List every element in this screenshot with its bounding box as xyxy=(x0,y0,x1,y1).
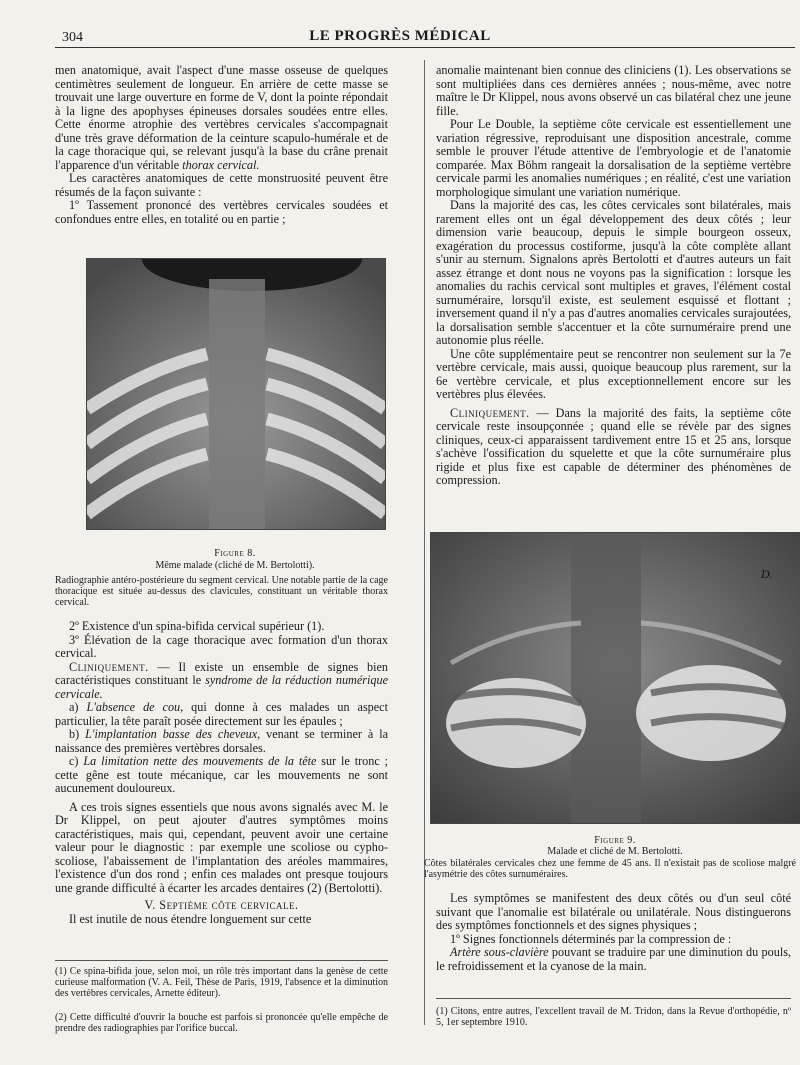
paragraph: Cliniquement. — Dans la majorité des faits, la septième côte cervicale reste insoupçonnée ; quand elle se révèle par des signes cliniques, ceux-ci apparaissent tardivement entre 15 et 25 ans, lorsque s'achève l'ossification du squelette et que la côte surnuméraire plus rigide et plus fixe est capable de déterminer des phénomènes de compression. xyxy=(436,405,791,487)
paragraph: Les symptômes se manifestent des deux côtés ou d'un seul côté suivant que l'anomalie est bilatérale ou unilatérale. Nous distinguerons des symptômes fonctionnels et des signes physiques ; xyxy=(436,891,791,932)
paragraph: 3º Élévation de la cage thoracique avec formation d'un thorax cervical. xyxy=(55,632,388,660)
paragraph: b) L'implantation basse des cheveux, venant se terminer à la naissance des premières vertèbres dorsales. xyxy=(55,727,389,755)
footnote-rule xyxy=(55,960,388,961)
xray-image xyxy=(87,259,385,529)
footnote-1: (1) Citons, entre autres, l'excellent travail de M. Tridon, dans la Revue d'orthopédie, nº 5, 1er septembre 1910. xyxy=(436,1006,791,1028)
paragraph: a) L'absence de cou, qui donne à ces malades un aspect particulier, la tête paraît posée directement sur les épaules ; xyxy=(55,700,388,728)
figure-8-label: Figure 8. xyxy=(214,548,256,559)
paragraph: men anatomique, avait l'aspect d'une masse osseuse de quelques centimètres seulement de longueur. En arrière de cette masse se trouvait une large ouverture en forme de V, dont la pointe répondait à la ligne des apophyses épineuses dorsales soudées entre elles. Cette énorme atrophie des vertèbres cervicales s'accompagnait d'une très grave déformation de la ceinture scapulo-humérale et de la cage thoracique qui, se relevant jusqu'à la base du crâne prenait l'apparence d'un véritable thorax cervical. xyxy=(55,63,388,172)
figure-8-title: Même malade (cliché de M. Bertolotti). xyxy=(155,560,315,571)
paragraph: Artère sous-clavière pouvant se traduire par une diminution du pouls, le refroidissement et la cyanose de la main. xyxy=(436,945,791,973)
right-column-top xyxy=(436,64,791,488)
paragraph: 1º Tassement prononcé des vertèbres cervicales soudées et confondues entre elles, en totalité ou en partie ; xyxy=(55,198,388,226)
footnote-1: (1) Ce spina-bifida joue, selon moi, un rôle très important dans la genèse de cette curieuse malformation (V. A. Feil, Thèse de Paris, 1919, l'absence et la diminution des vertèbres cervicales, Arnette éditeur). xyxy=(55,966,388,999)
xray-image xyxy=(431,533,800,823)
paragraph: Pour Le Double, la septième côte cervicale est essentiellement une variation régressive, reproduisant une disposition ancestrale, comme semble le prouver l'étude attentive de l'embryologie et de l'anatomie comparée. Max Böhm rangeait la dorsalisation de la septième vertèbre cervicale parmi les anomalies numériques ; en réalité, c'est une variation morphologique simulant une variation numérique. xyxy=(436,117,791,199)
left-column-bottom xyxy=(55,620,388,926)
paragraph: A ces trois signes essentiels que nous avons signalés avec M. le Dr Klippel, on peut ajouter d'autres symptômes moins caractéristiques, mais qui, cependant, peuvent avoir une certaine valeur pour le diagnostic : par exemple une scoliose ou cypho-scoliose, l'abaissement de l'implantation des aréoles mammaires, l'existence d'un dos rond ; enfin ces malades ont presque toujours une grande difficulté à écarter les arcades dentaires (2) (Bertolotti). xyxy=(55,799,388,895)
journal-title: LE PROGRÈS MÉDICAL xyxy=(309,28,491,44)
left-column-top xyxy=(55,64,388,226)
page-number: 304 xyxy=(62,30,83,45)
figure-8-caption: Radiographie antéro-postérieure du segment cervical. Une notable partie de la cage thoracique est située au-dessus des clavicules, constituant un véritable thorax cervical. xyxy=(55,575,388,608)
figure-8-radiograph xyxy=(86,258,386,530)
figure-9-title: Malade et cliché de M. Bertolotti. xyxy=(547,846,683,857)
footnote-rule xyxy=(436,998,791,999)
paragraph: 2º Existence d'un spina-bifida cervical supérieur (1). xyxy=(69,619,325,633)
paragraph: 1º Signes fonctionnels déterminés par la compression de : xyxy=(450,931,732,946)
header-rule xyxy=(55,47,795,48)
section-heading: V. Septième côte cervicale. xyxy=(144,898,299,912)
paragraph: Les caractères anatomiques de cette monstruosité peuvent être résumés de la façon suivante : xyxy=(55,171,388,199)
paragraph: Une côte supplémentaire peut se rencontrer non seulement sur la 7e vertèbre cervicale, mais aussi, quoique beaucoup plus rarement, sur la 6e vertèbre cervicale, et plus exceptionnellement encore sur les vertèbres plus élevées. xyxy=(436,346,791,401)
figure-9-label: Figure 9. xyxy=(594,835,636,846)
paragraph: Il est inutile de nous étendre longuement sur cette xyxy=(69,911,312,926)
figure-9-caption: Côtes bilatérales cervicales chez une femme de 45 ans. Il n'existait pas de scoliose malgré l'asymétrie des côtes surnuméraires. xyxy=(424,858,796,880)
paragraph: Dans la majorité des cas, les côtes cervicales sont bilatérales, mais rarement elles ont un égal développement des deux côtés ; leur dimension varie beaucoup, depuis le simple bourgeon osseux, exagération du processus costiforme, jusqu'à la côte complète allant s'unir au sternum. Signalons après Bertolotti et d'autres auteurs un fait assez étrange et dont nous ne voyons pas la signification : lorsque les anomalies du rachis cervical sont multiples et graves, l'élément costal surnuméraire, lorsqu'il existe, est seulement esquissé et flottant ; inversement quand il n'y a pas d'autres anomalies cervicales surajoutées, la dorsalisation semble s'accentuer et la côte surnuméraire prend une autonomie plus réelle. xyxy=(436,198,791,347)
paragraph: c) La limitation nette des mouvements de la tête sur le tronc ; cette gêne est toute mécanique, car les mouvements ne sont aucunement douloureux. xyxy=(55,754,388,795)
figure-9-mark: D. xyxy=(761,567,773,581)
column-divider xyxy=(424,60,425,1025)
right-column-bottom xyxy=(436,892,791,973)
footnote-2: (2) Cette difficulté d'ouvrir la bouche est parfois si prononcée qu'elle empêche de prendre des radiographies par l'orifice buccal. xyxy=(55,1012,388,1034)
figure-9-radiograph xyxy=(430,532,800,824)
paragraph: Cliniquement. — Il existe un ensemble de signes bien caractéristiques constituant le syndrome de la réduction numérique cervicale. xyxy=(55,659,388,701)
paragraph: anomalie maintenant bien connue des cliniciens (1). Les observations se sont multipliées dans ces dernières années ; nous-même, avec notre maître le Dr Klippel, nous avons observé un cas bilatéral chez une jeune fille. xyxy=(436,63,791,118)
